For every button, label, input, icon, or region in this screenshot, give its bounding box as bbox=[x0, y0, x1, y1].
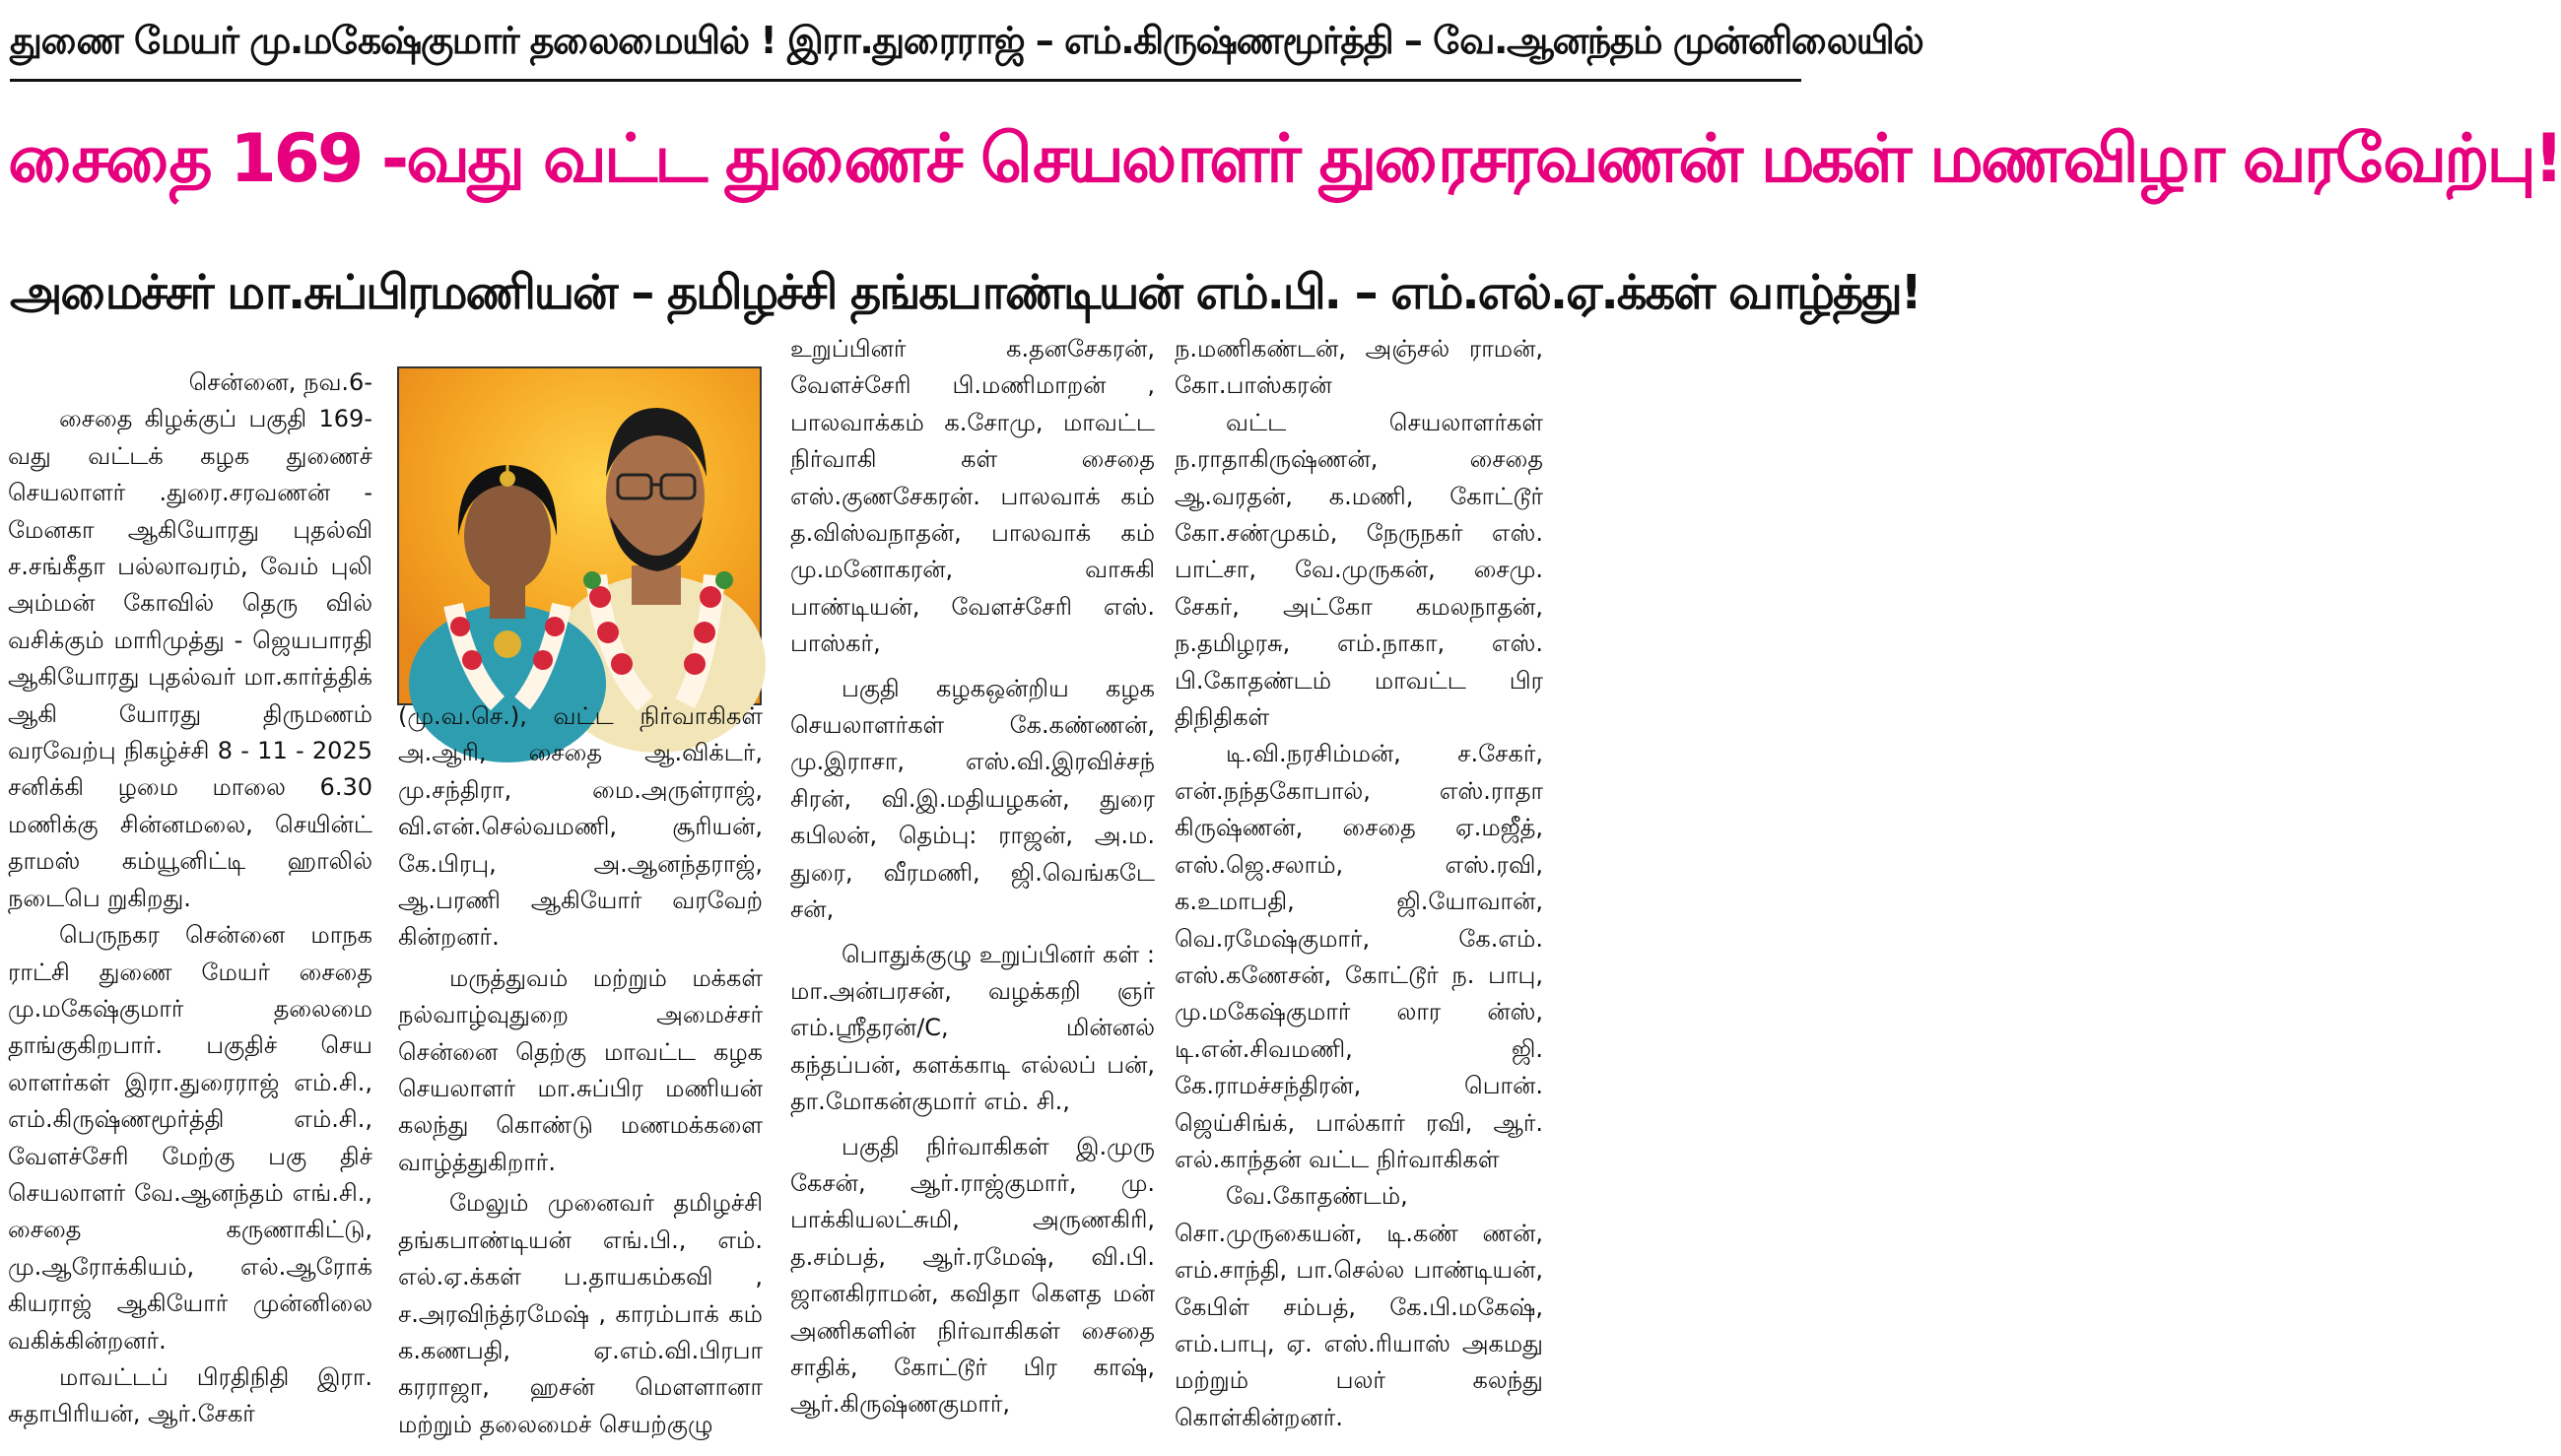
article-column-1 bbox=[8, 364, 372, 1452]
paragraph: பகுதி நிர்வாகிகள் இ.முரு கேசன், ஆர்.ராஜ்குமார், மு. பாக்கியலட்சுமி, அருணகிரி, த.சம்பத், ஆர்.ரமேஷ், வி.பி. ஜானகிராமன், கவிதா கௌத மன் அணிகளின் நிர்வாகிகள் சைதை சாதிக், கோட்டூர் பிர காஷ், ஆர்.கிருஷ்ணகுமார், bbox=[790, 1132, 1155, 1419]
paragraph: வட்ட செயலாளர்கள் ந.ராதாகிருஷ்ணன், சைதை ஆ.வரதன், க.மணி, கோட்டூர் கோ.சண்முகம், நேருநகர் எஸ். பாட்சா, வே.முருகன், சைமு. சேகர், அட்கோ கமலநாதன், ந.தமிழரசு, எம்.நாகா, எஸ். பி.கோதண்டம் மாவட்ட பிர திநிதிகள் bbox=[1175, 408, 1543, 732]
kicker-divider bbox=[10, 79, 1801, 82]
paragraph: மருத்துவம் மற்றும் மக்கள் நல்வாழ்வுதுறை அமைச்சர் சென்னை தெற்கு மாவட்ட கழக செயலாளர் மா.சுப்பிர மணியன் கலந்து கொண்டு மணமக்களை வாழ்த்துகிறார். bbox=[398, 963, 763, 1176]
paragraph: ந.மணிகண்டன், அஞ்சல் ராமன், கோ.பாஸ்கரன் bbox=[1175, 335, 1543, 400]
paragraph: பகுதி கழகஒன்றிய கழக செயலாளர்கள் கே.கண்ணன், மு.இராசா, எஸ்.வி.இரவிச்சந் சிரன், வி.இ.மதியழகன், துரை கபிலன், தெம்பு: ராஜன், அ.ம. துரை, வீரமணி, ஜி.வெங்கடே சன், bbox=[790, 674, 1155, 924]
bride-groom-illustration bbox=[399, 368, 760, 703]
paragraph: (மு.வ.செ.), வட்ட நிர்வாகிகள் அ.ஆரி, சைதை ஆ.விக்டர், மு.சந்திரா, மை.அருள்ராஜ், வி.என்.செல்வமணி, சூரியன், கே.பிரபு, அ.ஆனந்தராஜ், ஆ.பரணி ஆகியோர் வரவேற் கின்றனர். bbox=[398, 702, 763, 952]
article-column-3 bbox=[790, 331, 1155, 1452]
paragraph: வே.கோதண்டம், சொ.முருகையன், டி.கண் ணன், எம்.சாந்தி, பா.செல்ல பாண்டியன், கேபிள் சம்பத், கே.பி.மகேஷ், எம்.பாபு, ஏ. எஸ்.ரியாஸ் அகமது மற்றும் பலர் கலந்து கொள்கின்றனர். bbox=[1175, 1182, 1543, 1431]
headline: சைதை 169 -வது வட்ட துணைச் செயலாளர் துரைசரவணன் மகள் மணவிழா வரவேற்பு! bbox=[8, 120, 2561, 198]
paragraph: பெருநகர சென்னை மாநக ராட்சி துணை மேயர் சைதை மு.மகேஷ்குமார் தலைமை தாங்குகிறபார். பகுதிச் செய லாளர்கள் இரா.துரைராஜ் எம்.சி., எம்.கிருஷ்ணமூர்த்தி எம்.சி., வேளச்சேரி மேற்கு பகு திச் செயலாளர் வே.ஆனந்தம் எங்.சி., சைதை கருணாகிட்டு, மு.ஆரோக்கியம், எல்.ஆரோக் கியராஜ் ஆகியோர் முன்னிலை வகிக்கின்றனர். bbox=[8, 921, 372, 1355]
dateline: சென்னை, நவ.6- bbox=[188, 368, 372, 396]
kicker-line: துணை மேயர் மு.மகேஷ்குமார் தலைமையில் ! இரா.துரைராஜ் – எம்.கிருஷ்ணமூர்த்தி – வே.ஆனந்தம் முன்னிலையில் bbox=[10, 19, 1923, 62]
article-column-2 bbox=[398, 698, 763, 1452]
paragraph: சைதை கிழக்குப் பகுதி 169-வது வட்டக் கழக துணைச் செயலாளர் .துரை.சரவணன் - மேனகா ஆகியோரது புதல்வி ச.சங்கீதா பல்லாவரம், வேம் புலி அம்மன் கோவில் தெரு வில் வசிக்கும் மாரிமுத்து - ஜெயபாரதி ஆகியோரது புதல்வர் மா.கார்த்திக் ஆகி யோரது திருமணம் வரவேற்பு நிகழ்ச்சி 8 - 11 - 2025 சனிக்கி ழமை மாலை 6.30 மணிக்கு சின்னமலை, செயின்ட் தாமஸ் கம்யூனிட்டி ஹாலில் நடைபெ றுகிறது. bbox=[8, 405, 372, 912]
paragraph: மேலும் முனைவர் தமிழச்சி தங்கபாண்டியன் எங்.பி., எம். எல்.ஏ.க்கள் ப.தாயகம்கவி , ச.அரவிந்த்ரமேஷ் , காரம்பாக் கம் க.கணபதி, ஏ.எம்.வி.பிரபா கரராஜா, ஹசன் மௌளானா மற்றும் தலைமைச் செயற்குழு bbox=[398, 1189, 763, 1438]
paragraph: உறுப்பினர் க.தனசேகரன், வேளச்சேரி பி.மணிமாறன் , பாலவாக்கம் க.சோமு, மாவட்ட நிர்வாகி கள் சைதை எஸ்.குணசேகரன். பாலவாக் கம் த.விஸ்வநாதன், பாலவாக் கம் மு.மனோகரன், வாசுகி பாண்டியன், வேளச்சேரி எஸ். பாஸ்கர், bbox=[790, 335, 1155, 658]
article-column-4 bbox=[1175, 331, 1543, 1452]
paragraph: டி.வி.நரசிம்மன், ச.சேகர், என்.நந்தகோபால், எஸ்.ராதா கிருஷ்ணன், சைதை ஏ.மஜீத், எஸ்.ஜெ.சலாம், எஸ்.ரவி, க.உமாபதி, ஜி.யோவான், வெ.ரமேஷ்குமார், கே.எம். எஸ்.கணேசன், கோட்டூர் ந. பாபு, மு.மகேஷ்குமார் லார ன்ஸ், டி.என்.சிவமணி, ஜி. கே.ராமச்சந்திரன், பொன். ஜெய்சிங்க், பால்கார் ரவி, ஆர். எல்.காந்தன் வட்ட நிர்வாகிகள் bbox=[1175, 740, 1543, 1173]
wedding-couple-photo bbox=[397, 366, 762, 705]
subheadline: அமைச்சர் மா.சுப்பிரமணியன் – தமிழச்சி தங்கபாண்டியன் எம்.பி. – எம்.எல்.ஏ.க்கள் வாழ்த்து! bbox=[10, 265, 1921, 320]
paragraph: மாவட்டப் பிரதிநிதி இரா. சுதாபிரியன், ஆர்.சேகர் bbox=[8, 1362, 372, 1428]
paragraph: பொதுக்குழு உறுப்பினர் கள் : மா.அன்பரசன், வழக்கறி ஞர் எம்.ஸ்ரீதரன்/C, மின்னல் கந்தப்பன், களக்காடி எல்லப் பன், தா.மோகன்குமார் எம். சி., bbox=[790, 940, 1155, 1116]
